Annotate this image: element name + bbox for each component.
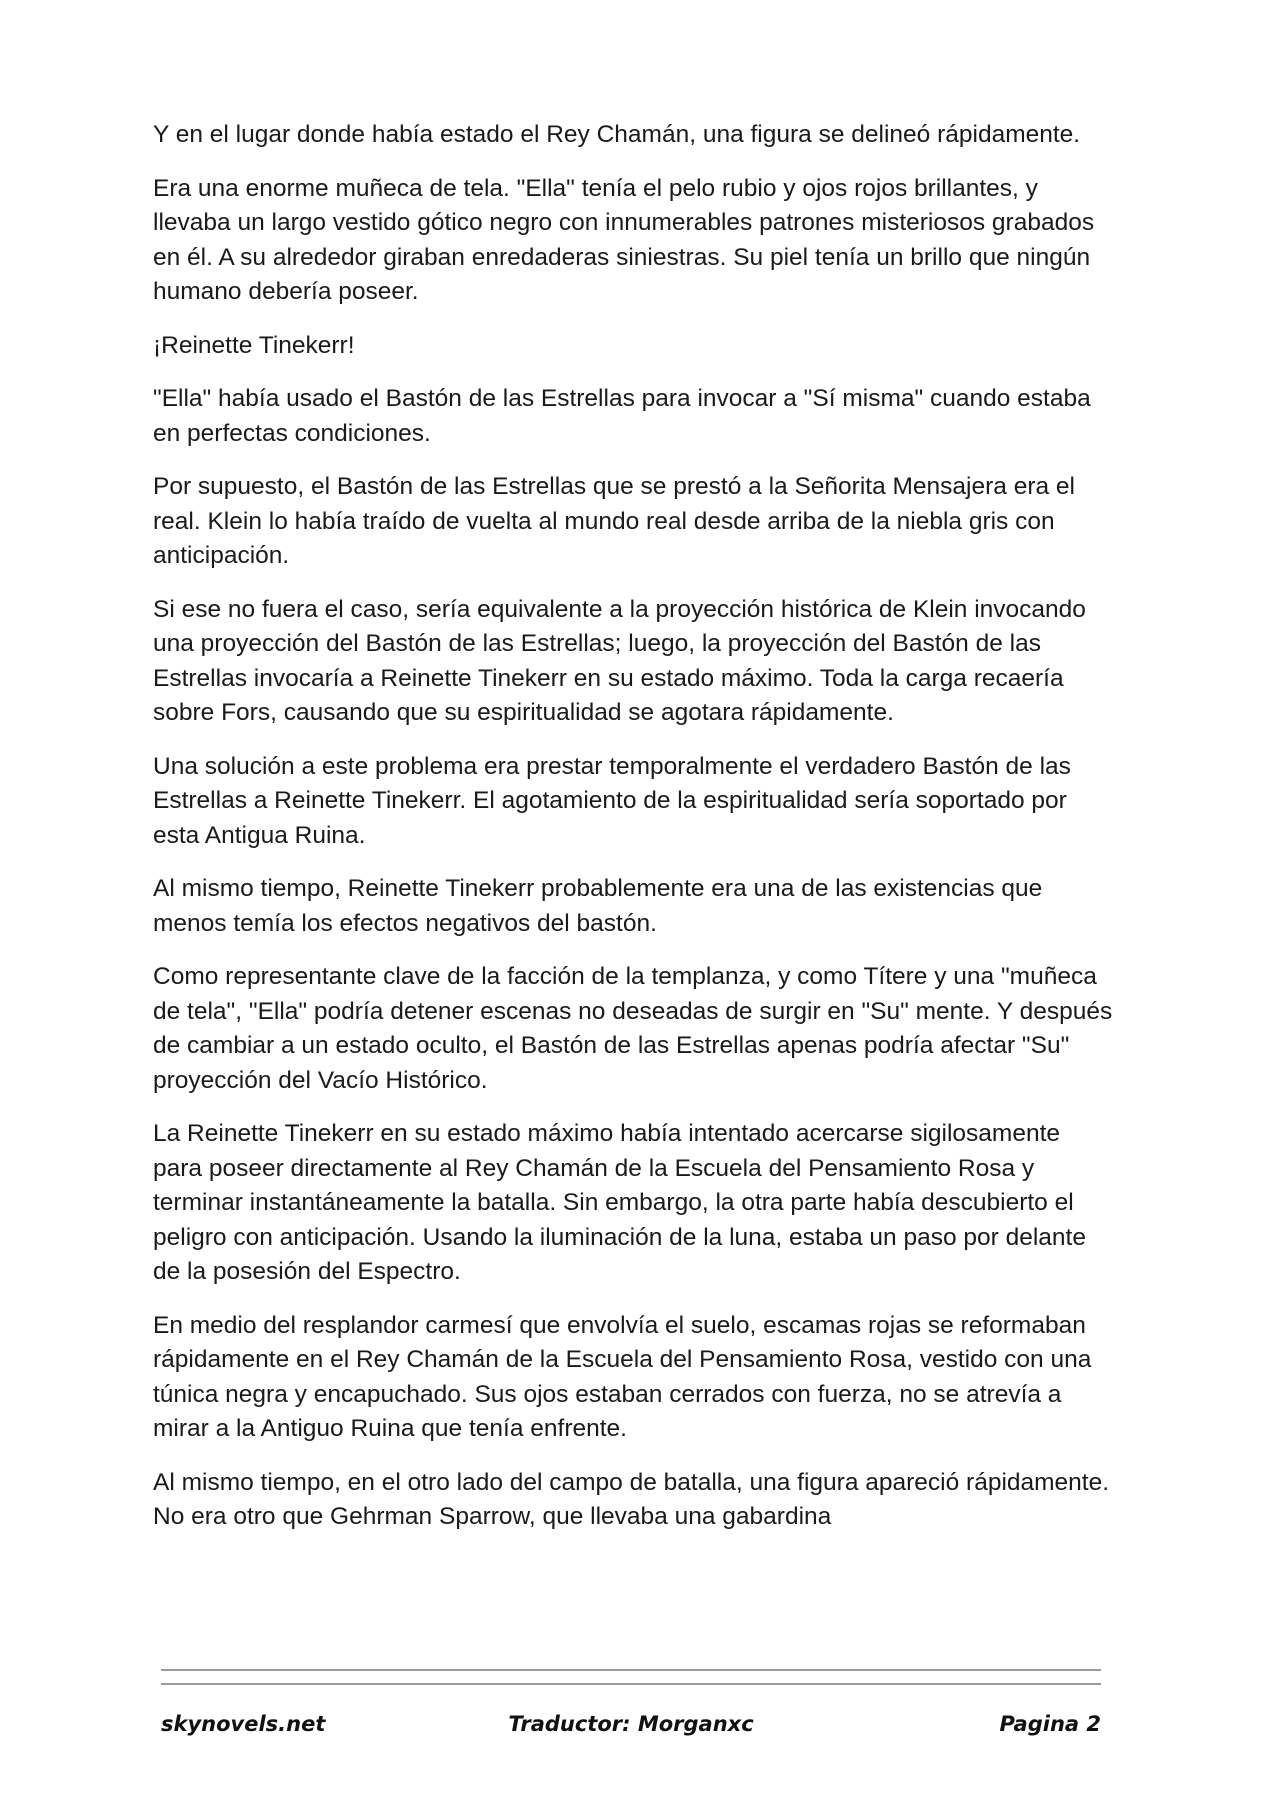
footer-divider-top	[161, 1669, 1101, 1671]
paragraph: Al mismo tiempo, Reinette Tinekerr probablemente era una de las existencias que menos temía los efectos negativos del bastón.	[153, 875, 1043, 937]
paragraph: Y en el lugar donde había estado el Rey Chamán, una figura se delineó rápidamente.	[153, 121, 1081, 148]
paragraph: Era una enorme muñeca de tela. "Ella" tenía el pelo rubio y ojos rojos brillantes, y llevaba un largo vestido gótico negro con innumerables patrones misteriosos grabados en él. A su alrededor giraban enredaderas siniestras. Su piel tenía un brillo que ningún humano debería poseer.	[153, 174, 1095, 305]
paragraph: Como representante clave de la facción de la templanza, y como Títere y una "muñeca de tela", "Ella" podría detener escenas no deseadas de surgir en "Su" mente. Y después de cambiar a un estado oculto, el Bastón de las Estrellas apenas podría afectar "Su" proyección del Vacío Histórico.	[153, 963, 1113, 1094]
page-footer	[161, 1712, 1101, 1748]
paragraph: ¡Reinette Tinekerr!	[153, 331, 355, 359]
footer-translator: Traductor: Morganxc	[508, 1712, 754, 1736]
footer-divider-bottom	[161, 1683, 1101, 1685]
paragraph: Una solución a este problema era prestar temporalmente el verdadero Bastón de las Estrellas a Reinette Tinekerr. El agotamiento de la espiritualidad sería soportado por esta Antigua Ruina.	[153, 752, 1071, 849]
paragraph: "Ella" había usado el Bastón de las Estrellas para invocar a "Sí misma" cuando estaba en perfectas condiciones.	[153, 385, 1091, 447]
footer-site: skynovels.net	[161, 1712, 326, 1736]
footer-page-number: Pagina 2	[999, 1712, 1101, 1736]
paragraph: Por supuesto, el Bastón de las Estrellas que se prestó a la Señorita Mensajera era el real. Klein lo había traído de vuelta al mundo real desde arriba de la niebla gris con anticipación.	[153, 473, 1075, 569]
paragraph: La Reinette Tinekerr en su estado máximo había intentado acercarse sigilosamente para poseer directamente al Rey Chamán de la Escuela del Pensamiento Rosa y terminar instantáneamente la batalla. Sin embargo, la otra parte había descubierto el peligro con anticipación. Usando la iluminación de la luna, estaba un paso por delante de la posesión del Espectro.	[153, 1120, 1086, 1285]
document-body	[153, 118, 1113, 1554]
paragraph: En medio del resplandor carmesí que envolvía el suelo, escamas rojas se reformaban rápidamente en el Rey Chamán de la Escuela del Pensamiento Rosa, vestido con una túnica negra y encapuchado. Sus ojos estaban cerrados con fuerza, no se atrevía a mirar a la Antiguo Ruina que tenía enfrente.	[153, 1311, 1092, 1442]
paragraph: Al mismo tiempo, en el otro lado del campo de batalla, una figura apareció rápidamente. No era otro que Gehrman Sparrow, que llevaba una gabardina	[153, 1468, 1110, 1530]
paragraph: Si ese no fuera el caso, sería equivalente a la proyección histórica de Klein invocando una proyección del Bastón de las Estrellas; luego, la proyección del Bastón de las Estrellas invocaría a Reinette Tinekerr en su estado máximo. Toda la carga recaería sobre Fors, causando que su espiritualidad se agotara rápidamente.	[153, 595, 1086, 726]
